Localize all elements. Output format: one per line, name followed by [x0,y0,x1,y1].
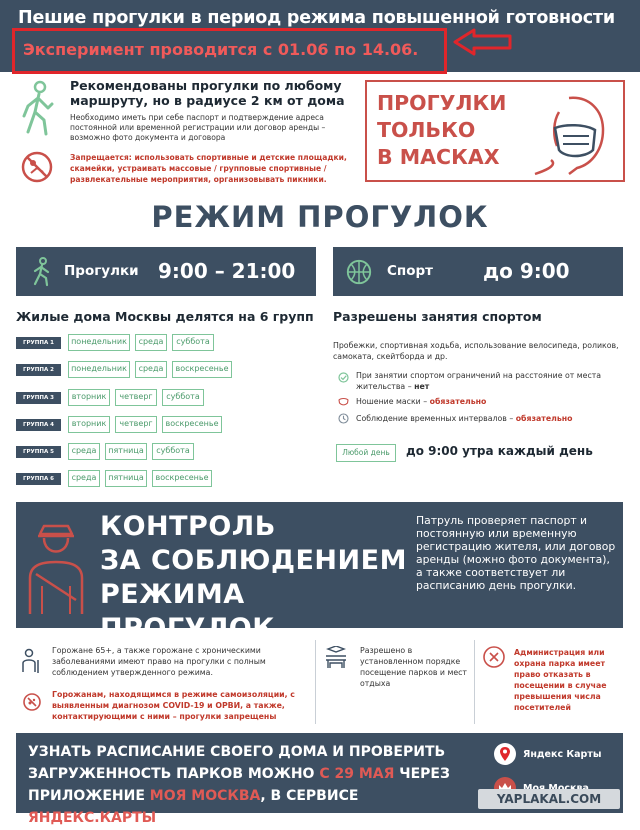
sport-label: Спорт [387,263,433,279]
recommendation-title: Рекомендованы прогулки по любому маршруту, но в радиусе 2 км от дома [70,78,345,108]
check-icon [338,372,349,383]
text-part: ЗАГРУЖЕННОСТЬ ПАРКОВ МОЖНО [28,766,320,782]
park-bench-icon [324,646,348,672]
app-instructions [28,741,488,829]
clock-icon [338,413,349,424]
prohibitions-text: Запрещается: использовать спортивные и детские площадки, скамейки, устраивать массовые / групповые спортивные / развлекательные мероприятия, организовывать пикники. [70,153,347,184]
senior-person-icon [20,648,42,674]
masked-face-icon [529,92,617,176]
any-day-text: до 9:00 утра каждый день [406,444,593,458]
sport-description: Пробежки, спортивная ходьба, использование велосипеда, роликов, самоката, скейтборда и др. [333,341,619,361]
weekday-chip: четверг [115,416,157,433]
group-label: ГРУППА 5 [16,446,61,458]
parks-allowed-text: Разрешено в установленном порядке посещение парков и мест отдыха [360,646,467,688]
control-panel [16,502,623,644]
walks-time-panel [16,247,316,296]
groups-heading: Жилые дома Москвы делятся на 6 групп [16,309,314,324]
weekday-chip: вторник [68,389,110,406]
weekday-chip: среда [135,334,167,351]
any-day-badge: Любой день [336,444,396,462]
masks-box [365,80,625,182]
walking-person-icon [28,257,56,287]
yandex-maps-label: Яндекс Карты [523,749,602,760]
virus-icon [22,692,42,712]
rule-distance [356,370,618,392]
service-name-highlight: ЯНДЕКС.КАРТЫ [28,810,157,826]
group-label: ГРУППА 3 [16,392,61,404]
walks-time: 9:00 – 21:00 [158,259,296,283]
sport-time-panel [333,247,623,296]
cross-circle-icon [482,645,506,669]
walking-person-icon [20,80,56,138]
group-label: ГРУППА 4 [16,419,61,431]
prohibited-icon [20,150,54,184]
weekday-chip: суббота [162,389,204,406]
ball-icon [345,257,373,287]
rule-mask-text: Ношение маски – [356,397,430,406]
rule-distance-text: При занятии спортом ограничений на расстояние от места жительства – [356,371,602,391]
weekday-chip: воскресенье [152,470,212,487]
app-instructions-line-3 [28,785,488,829]
park-admin-text: Администрация или охрана парка имеет право отказать в посещении в случае превышения числа посетителей [514,648,607,712]
rule-intervals [356,413,618,424]
weekday-chip: пятница [105,443,147,460]
weekday-chip: понедельник [68,361,130,378]
documents-note: Необходимо иметь при себе паспорт и подтверждение адреса постоянной или временной регистрации или договор аренды – возможно фото документа и договора [70,113,326,142]
red-arrow-icon [452,28,512,56]
group-label: ГРУППА 6 [16,473,61,485]
yandex-maps-icon [494,743,516,765]
app-name-highlight: МОЯ МОСКВА [149,788,261,804]
sport-heading: Разрешены занятия спортом [333,309,542,324]
masks-text: ПРОГУЛКИ ТОЛЬКО В МАСКАХ [377,91,507,169]
rule-mask-value: обязательно [429,397,487,406]
text-part: ЧЕРЕЗ [394,766,450,782]
rule-mask [356,396,618,407]
watermark: YAPLAKAL.COM [478,789,620,809]
walk-mode-heading: РЕЖИМ ПРОГУЛОК [151,200,489,234]
group-label: ГРУППА 1 [16,337,61,349]
app-instructions-line-2 [28,763,488,785]
weekday-chip: понедельник [68,334,130,351]
divider [474,640,475,724]
mask-icon [338,396,349,407]
experiment-dates: Эксперимент проводится с 01.06 по 14.06. [23,40,419,59]
weekday-chip: вторник [68,416,110,433]
sport-time: до 9:00 [483,259,570,283]
self-isolation-text: Горожанам, находящимся в режиме самоизоляции, с выявленным диагнозом COVID-19 и ОРВИ, а также, контактирующими с ними – прогулки запрещены [52,690,295,721]
weekday-chip: воскресенье [162,416,222,433]
text-part: , В СЕРВИСЕ [260,788,359,804]
weekday-chip: среда [135,361,167,378]
divider [315,640,316,724]
rule-intervals-value: обязательно [515,414,573,423]
app-instructions-line-1: УЗНАТЬ РАСПИСАНИЕ СВОЕГО ДОМА И ПРОВЕРИТЬ [28,744,446,760]
walks-label: Прогулки [64,263,139,279]
weekday-chip: суббота [172,334,214,351]
group-label: ГРУППА 2 [16,364,61,376]
page-title: Пешие прогулки в период режима повышенной готовности [18,8,615,28]
control-note: Патруль проверяет паспорт и постоянную или временную регистрацию жителя, или договор аренды (можно фото документа), а также соответствует ли расписанию день прогулки. [416,514,616,592]
experiment-highlight-box [12,28,447,74]
weekday-chip: суббота [152,443,194,460]
weekday-chip: пятница [105,470,147,487]
rule-intervals-text: Соблюдение временных интервалов – [356,414,516,423]
rule-distance-value: нет [414,382,430,391]
weekday-chip: среда [68,443,100,460]
weekday-chip: среда [68,470,100,487]
weekday-chip: воскресенье [172,361,232,378]
text-part: ПРИЛОЖЕНИЕ [28,788,150,804]
date-highlight: С 29 МАЯ [319,766,395,782]
seniors-text: Горожане 65+, а также горожане с хроническими заболеваниями имеют право на прогулки с полным соблюдением утвержденного режима. [52,646,266,677]
weekday-chip: четверг [115,389,157,406]
police-officer-icon [24,516,88,616]
control-title: КОНТРОЛЬ ЗА СОБЛЮДЕНИЕМ РЕЖИМА ПРОГУЛОК [100,511,407,644]
